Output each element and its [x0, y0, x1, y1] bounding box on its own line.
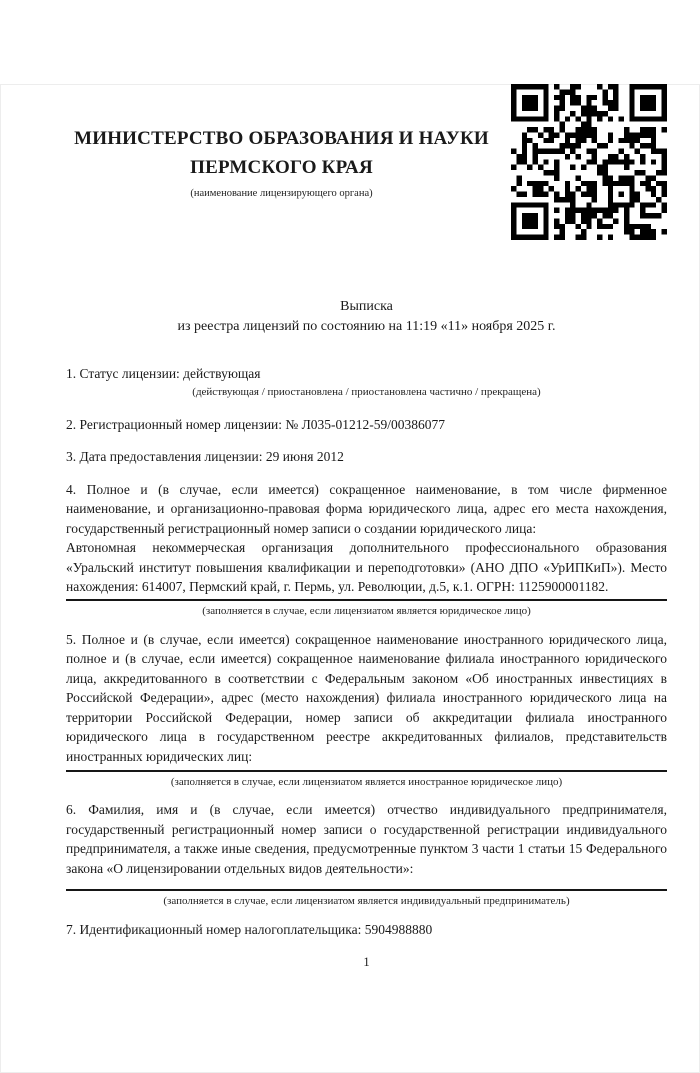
section-registration-number	[66, 415, 667, 435]
individual-entrepreneur-caption: (заполняется в случае, если лицензиатом является индивидуальный предприниматель)	[163, 895, 570, 907]
legal-entity-question: 4. Полное и (в случае, если имеется) сокращенное наименование, в том числе фирменное наименование, и организационно-правовая форма юридического лица, адрес его места нахождения, государственный регистрационный номер записи о создании юридического лица:	[66, 481, 667, 536]
fill-in-line	[66, 770, 667, 772]
authority-name-line2: ПЕРМСКОГО КРАЯ	[190, 156, 373, 178]
fill-in-line	[66, 599, 667, 601]
foreign-entity-caption: (заполняется в случае, если лицензиатом является иностранное юридическое лицо)	[170, 776, 563, 788]
section-legal-entity	[66, 480, 667, 618]
document-title-line2: из реестра лицензий по состоянию на 11:19 «11» ноября 2025 г.	[177, 319, 556, 334]
section-grant-date	[66, 447, 667, 467]
grant-date-text: 3. Дата предоставления лицензии: 29 июня 2012	[66, 449, 344, 464]
license-status-text: 1. Статус лицензии: действующая	[66, 366, 261, 381]
page-footer	[66, 955, 667, 970]
document-title-line1: Выписка	[340, 299, 393, 314]
registration-number-text: 2. Регистрационный номер лицензии: № Л035-01212-59/00386077	[66, 416, 446, 432]
section-taxpayer-number	[66, 920, 667, 940]
fill-in-line	[66, 889, 667, 891]
section-foreign-entity	[66, 630, 667, 790]
section-individual-entrepreneur	[66, 800, 667, 908]
legal-entity-answer: Автономная некоммерческая организация дополнительного профессионального образования «Уральский институт повышения квалификации и переподготовки» (АНО ДПО «УрИПКиП»). Место нахождения: 614007, Пермский край, г. Пермь, ул. Революции, д.5, к.1. ОГРН: 1125900001182.	[66, 540, 667, 594]
authority-name-caption: (наименование лицензирующего органа)	[190, 187, 373, 199]
taxpayer-number-text: 7. Идентификационный номер налогоплательщика: 5904988880	[66, 922, 433, 937]
section-license-status	[66, 364, 667, 399]
legal-entity-caption: (заполняется в случае, если лицензиатом является юридическое лицо)	[202, 604, 531, 617]
page-number: 1	[363, 954, 370, 969]
authority-name-line1: МИНИСТЕРСТВО ОБРАЗОВАНИЯ И НАУКИ	[74, 127, 489, 149]
document-header	[66, 84, 667, 240]
license-extract-page	[0, 84, 700, 1073]
licensing-authority-block	[66, 124, 511, 201]
license-status-options-caption: (действующая / приостановлена / приостановлена частично / прекращена)	[192, 385, 541, 398]
foreign-entity-question: 5. Полное и (в случае, если имеется) сокращенное наименование иностранного юридического лица, полное и (в случае, если имеется) сокращенное наименование филиала иностранного юридического лица, аккредитованного в соответствии с Федеральным законом «Об иностранных инвестициях в Российской Федерации», адрес (место нахождения) филиала иностранного юридического лица на территории Российской Федерации, номер записи об аккредитации филиала иностранного юридического лица в государственном реестре аккредитованных филиалов, представительств иностранных юридических лиц:	[66, 631, 667, 764]
individual-entrepreneur-question: 6. Фамилия, имя и (в случае, если имеется) отчество индивидуального предпринимателя, государственный регистрационный номер записи о государственной регистрации индивидуального предпринимателя, а также иные сведения, предусмотренные пунктом 3 части 1 статьи 15 Федерального закона «О лицензировании отдельных видов деятельности»:	[66, 802, 667, 876]
document-title	[66, 297, 667, 337]
qr-code-icon	[511, 84, 667, 240]
